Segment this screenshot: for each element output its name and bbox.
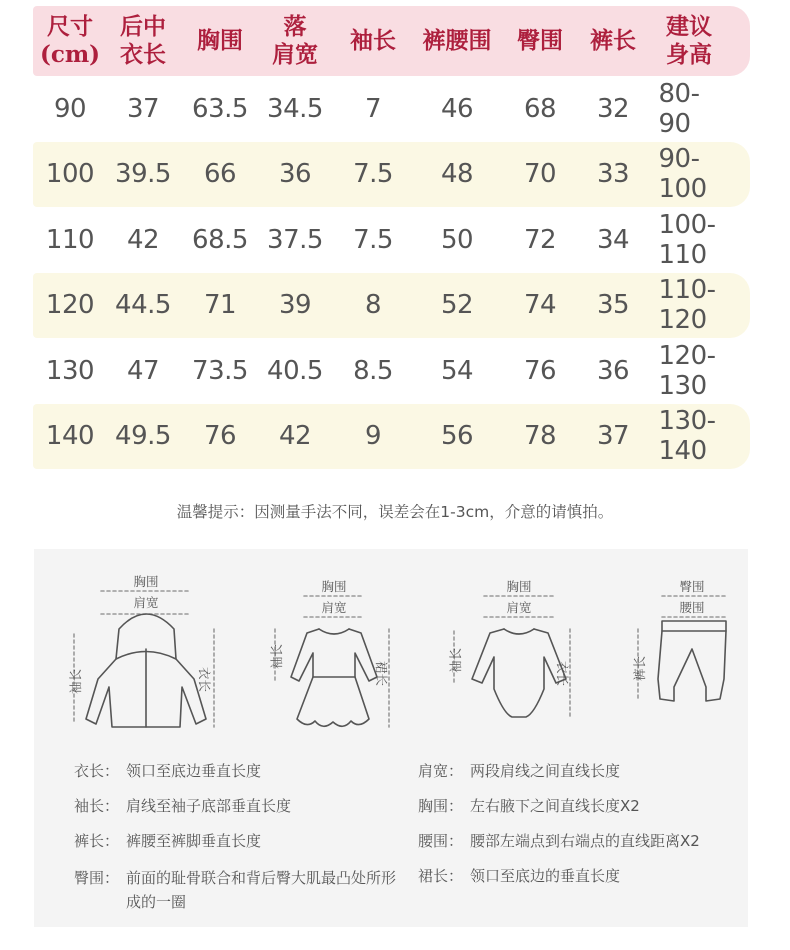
table-cell: 68.5 (192, 224, 248, 255)
table-cell: 34.5 (267, 93, 323, 124)
size-table (33, 6, 750, 469)
table-row (33, 142, 750, 208)
measurement-guide (34, 549, 748, 927)
table-cell: 9 (364, 421, 382, 452)
header-hip: 臀围 (517, 27, 563, 54)
table-cell: 50 (440, 224, 474, 255)
romper-diagram (444, 569, 574, 753)
definition-item: 袖长： 肩线至袖子底部垂直长度 (74, 797, 292, 815)
table-cell: 110-120 (658, 275, 716, 336)
table-cell: 110 (45, 224, 95, 255)
header-chest: 胸围 (197, 27, 243, 54)
header-height: 建议 身高 (666, 13, 712, 68)
table-cell: 48 (440, 159, 474, 190)
header-size: 尺寸 (cm) (39, 13, 101, 68)
table-cell: 76 (523, 355, 557, 386)
table-cell: 63.5 (192, 93, 248, 124)
table-cell: 7 (364, 93, 382, 124)
table-cell: 100-110 (658, 209, 716, 270)
table-body (33, 76, 750, 469)
table-cell: 54 (440, 355, 474, 386)
table-cell: 71 (203, 290, 237, 321)
header-pants-length: 裤长 (590, 27, 636, 54)
table-cell: 34 (596, 224, 630, 255)
table-cell: 90 (53, 93, 87, 124)
jacket-length-label: 衣长 (197, 667, 212, 693)
table-cell: 42 (278, 421, 312, 452)
romper-sleeve-label: 袖长 (448, 647, 463, 673)
table-cell: 44.5 (115, 290, 171, 321)
definition-item: 裙长： 领口至底边的垂直长度 (418, 867, 621, 885)
jacket-shoulder-label: 肩宽 (133, 595, 159, 610)
jacket-sleeve-label: 袖长 (68, 668, 83, 694)
header-back-length: 后中 衣长 (120, 13, 166, 68)
table-cell: 73.5 (192, 355, 248, 386)
table-row (33, 76, 750, 142)
table-cell: 40.5 (267, 355, 323, 386)
table-cell: 130 (45, 355, 95, 386)
table-cell: 76 (203, 421, 237, 452)
dress-skirt-label: 裙长 (374, 661, 389, 687)
table-cell: 33 (596, 159, 630, 190)
pants-waist-label: 腰围 (679, 600, 705, 615)
definition-item: 臀围： 前面的耻骨联合和背后臀大肌最凸处所形成的一圈 (74, 869, 397, 911)
pants-length-label: 裤长 (632, 655, 647, 681)
table-row (33, 338, 750, 404)
jacket-chest-label: 胸围 (133, 574, 159, 589)
romper-chest-label: 胸围 (506, 579, 532, 594)
table-cell: 52 (440, 290, 474, 321)
dress-sleeve-label: 袖长 (269, 643, 284, 669)
table-cell: 49.5 (115, 421, 171, 452)
table-cell: 130-140 (658, 406, 716, 467)
header-pants-waist: 裤腰围 (422, 27, 492, 54)
table-cell: 56 (440, 421, 474, 452)
table-cell: 39 (278, 290, 312, 321)
definition-item: 裤长： 裤腰至裤脚垂直长度 (74, 832, 262, 850)
header-shoulder: 落 肩宽 (272, 13, 318, 68)
table-cell: 47 (126, 355, 160, 386)
measurement-tip: 温馨提示：因测量手法不同，误差会在1-3cm，介意的请慎拍。 (176, 503, 614, 521)
definition-item: 衣长： 领口至底边垂直长度 (74, 762, 262, 780)
table-row (33, 273, 750, 339)
table-cell: 8.5 (353, 355, 393, 386)
table-row (33, 207, 750, 273)
table-cell: 7.5 (353, 159, 393, 190)
definition-item: 肩宽： 两段肩线之间直线长度 (418, 762, 621, 780)
table-cell: 100 (45, 159, 95, 190)
dress-chest-label: 胸围 (321, 579, 347, 594)
table-cell: 35 (596, 290, 630, 321)
table-cell: 72 (523, 224, 557, 255)
dress-shoulder-label: 肩宽 (321, 600, 347, 615)
header-sleeve: 袖长 (350, 27, 396, 54)
table-cell: 8 (364, 290, 382, 321)
table-cell: 36 (278, 159, 312, 190)
table-cell: 46 (440, 93, 474, 124)
table-cell: 70 (523, 159, 557, 190)
table-cell: 42 (126, 224, 160, 255)
table-cell: 36 (596, 355, 630, 386)
pants-diagram (624, 569, 734, 753)
dress-diagram (269, 569, 399, 753)
table-cell: 74 (523, 290, 557, 321)
table-cell: 120 (45, 290, 95, 321)
table-cell: 80-90 (658, 78, 700, 139)
table-cell: 37 (596, 421, 630, 452)
definition-item: 胸围： 左右腋下之间直线长度X2 (418, 797, 640, 815)
pants-hip-label: 臀围 (679, 579, 705, 594)
table-cell: 66 (203, 159, 237, 190)
romper-shoulder-label: 肩宽 (506, 600, 532, 615)
table-cell: 90-100 (658, 144, 707, 205)
definition-item: 腰围： 腰部左端点到右端点的直线距离X2 (418, 832, 700, 850)
table-cell: 78 (523, 421, 557, 452)
table-cell: 39.5 (115, 159, 171, 190)
table-cell: 32 (596, 93, 630, 124)
table-cell: 68 (523, 93, 557, 124)
table-row (33, 404, 750, 470)
romper-length-label: 衣长 (555, 661, 570, 687)
table-cell: 37.5 (267, 224, 323, 255)
jacket-diagram (64, 569, 224, 753)
table-header-row (33, 6, 750, 76)
table-cell: 37 (126, 93, 160, 124)
table-cell: 120-130 (658, 340, 716, 401)
table-cell: 140 (45, 421, 95, 452)
table-cell: 7.5 (353, 224, 393, 255)
